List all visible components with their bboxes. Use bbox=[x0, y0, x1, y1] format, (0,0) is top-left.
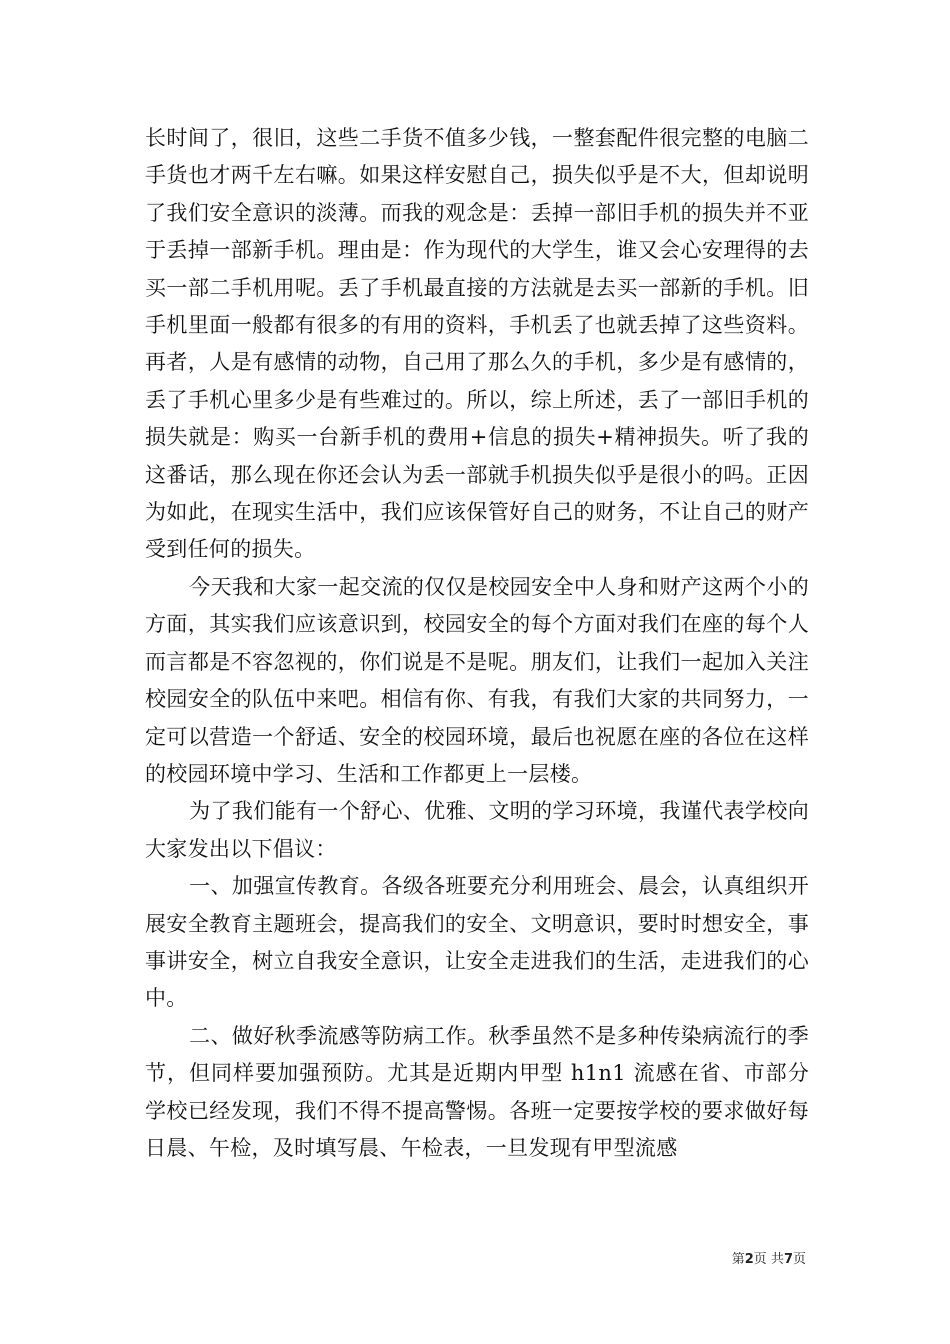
footer-current-page: 2 bbox=[744, 1252, 754, 1267]
footer-total-pages: 7 bbox=[783, 1252, 793, 1267]
page-footer bbox=[0, 1248, 806, 1267]
paragraph-4: 一、加强宣传教育。各级各班要充分利用班会、晨会，认真组织开展安全教育主题班会，提高我们的安全、文明意识，要时时想安全，事事讲安全，树立自我安全意识，让安全走进我们的生活，走进我们的心中。 bbox=[145, 874, 809, 1011]
paragraph-3: 为了我们能有一个舒心、优雅、文明的学习环境，我谨代表学校向大家发出以下倡议： bbox=[145, 799, 809, 861]
paragraph-2: 今天我和大家一起交流的仅仅是校园安全中人身和财产这两个小的方面，其实我们应该意识到，校园安全的每个方面对我们在座的每个人而言都是不容忽视的，你们说是不是呢。朋友们，让我们一起加入关注校园安全的队伍中来吧。相信有你、有我，有我们大家的共同努力，一定可以营造一个舒适、安全的校园环境，最后也祝愿在座的各位在这样的校园环境中学习、生活和工作都更上一层楼。 bbox=[145, 574, 809, 786]
footer-prefix: 第 bbox=[731, 1252, 745, 1267]
paragraph-1: 长时间了，很旧，这些二手货不值多少钱，一整套配件很完整的电脑二手货也才两千左右嘛。如果这样安慰自己，损失似乎是不大，但却说明了我们安全意识的淡薄。而我的观念是：丢掉一部旧手机的损失并不亚于丢掉一部新手机。理由是：作为现代的大学生，谁又会心安理得的去买一部二手机用呢。丢了手机最直接的方法就是去买一部新的手机。旧手机里面一般都有很多的有用的资料，手机丢了也就丢掉了这些资料。再者，人是有感情的动物，自己用了那么久的手机，多少是有感情的，丢了手机心里多少是有些难过的。所以，综上所述，丢了一部旧手机的损失就是：购买一台新手机的费用+信息的损失+精神损失。听了我的这番话，那么现在你还会认为丢一部就手机损失似乎是很小的吗。正因为如此，在现实生活中，我们应该保管好自己的财务，不让自己的财产受到任何的损失。 bbox=[145, 126, 809, 562]
document-body bbox=[145, 120, 809, 1167]
footer-middle: 页 共 bbox=[753, 1252, 784, 1267]
footer-suffix: 页 bbox=[792, 1252, 806, 1267]
paragraph-5: 二、做好秋季流感等防病工作。秋季虽然不是多种传染病流行的季节，但同样要加强预防。尤其是近期内甲型 h1n1 流感在省、市部分学校已经发现，我们不得不提高警惕。各班一定要按学校的要求做好每日晨、午检，及时填写晨、午检表，一旦发现有甲型流感 bbox=[145, 1023, 809, 1160]
